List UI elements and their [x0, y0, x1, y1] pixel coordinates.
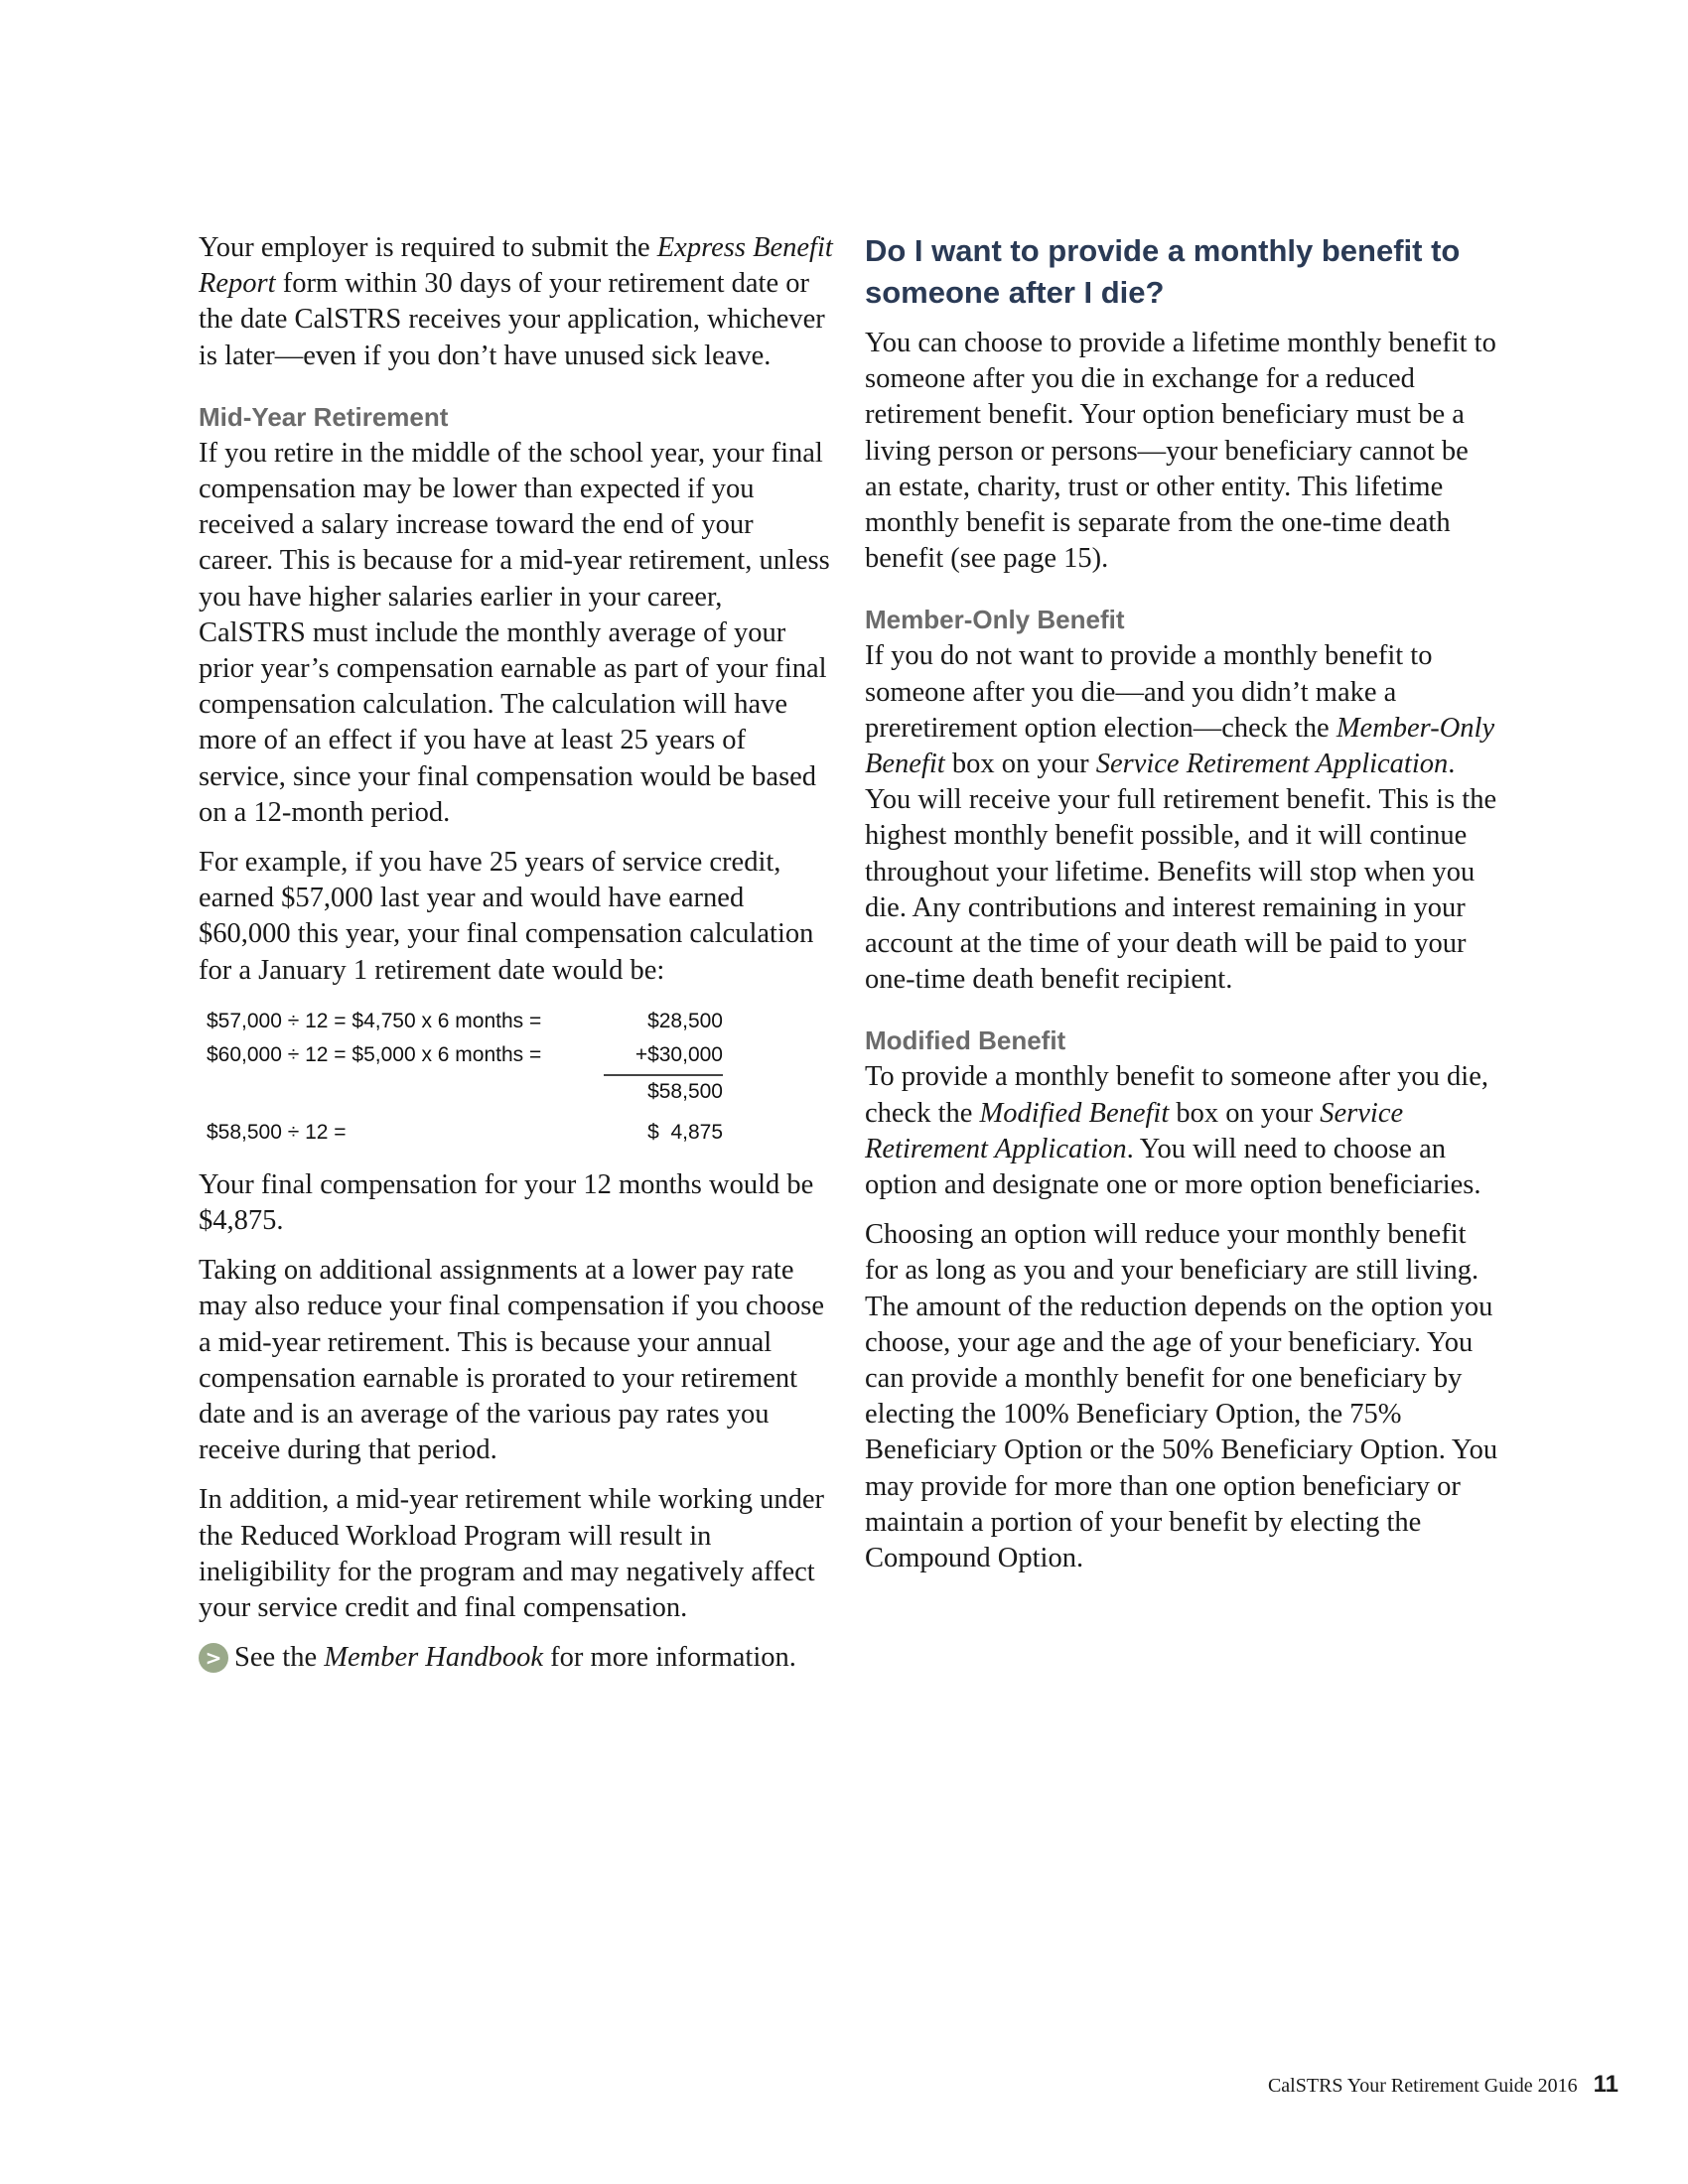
- midyear-paragraph-3: Your final compensation for your 12 months would be $4,875.: [199, 1168, 814, 1237]
- midyear-paragraph-1: If you retire in the middle of the school year, your final compensation may be lower than expected if you received a salary increase toward the end of your career. This is because for a mid-year retirement, unless you have higher salaries earlier in your career, CalSTRS must include the monthly average of your prior year’s compensation earnable as part of your final compensation calculation. The calculation will have more of an effect if you have at least 25 years of service, since your final compensation would be based on a 12-month period.: [199, 437, 830, 828]
- member-only-paragraph: [865, 638, 1500, 998]
- text: box on your: [1169, 1097, 1321, 1129]
- footer-title: CalSTRS Your Retirement Guide 2016: [1267, 2075, 1578, 2097]
- page-footer: [1268, 2071, 1618, 2099]
- form-name: Express Benefit Report: [199, 232, 833, 300]
- calc-row: [199, 1038, 755, 1072]
- calc-expression: $58,500 ÷ 12 =: [207, 1120, 347, 1144]
- modified-paragraph-1: [865, 1059, 1500, 1203]
- calc-row: [199, 1116, 755, 1150]
- calc-expression: $57,000 ÷ 12 = $4,750 x 6 months =: [207, 1009, 542, 1032]
- box-name: Member-Only Benefit: [865, 712, 1495, 780]
- text: To provide a monthly benefit to someone after you die, check the: [865, 1061, 1489, 1129]
- box-name: Modified Benefit: [979, 1097, 1170, 1129]
- see-also-note: [199, 1640, 834, 1676]
- section-heading: Do I want to provide a monthly benefit to someone after I die?: [865, 233, 1461, 310]
- left-column: [199, 230, 834, 1691]
- intro-text-rest: form within 30 days of your retirement date or the date CalSTRS receives your application, whichever is later—even if you don’t have unused sick leave.: [199, 268, 825, 371]
- calc-value: $28,500: [647, 1009, 723, 1032]
- calc-sum-row: [199, 1072, 755, 1106]
- page-number: 11: [1593, 2071, 1618, 2098]
- text: box on your: [944, 749, 1096, 780]
- midyear-heading: Mid-Year Retirement: [199, 401, 449, 432]
- form-name: Service Retirement Application: [865, 1097, 1404, 1164]
- calc-value: +$30,000: [634, 1042, 723, 1066]
- calc-row: [199, 1005, 755, 1038]
- modified-heading: Modified Benefit: [865, 1025, 1066, 1056]
- calc-value: $ 4,875: [647, 1120, 723, 1144]
- calc-expression: $60,000 ÷ 12 = $5,000 x 6 months =: [207, 1042, 542, 1066]
- right-column: [865, 230, 1500, 1590]
- text: . You will receive your full retirement benefit. This is the highest monthly benefit possible, and it will continue throughout your lifetime. Benefits will stop when you die. Any contributions and interest remaining in your account at the time of your death will be paid to your one-time death benefit recipient.: [865, 749, 1497, 996]
- intro-text: Your employer is required to submit the: [199, 232, 657, 263]
- text: If you do not want to provide a monthly benefit to someone after you die—and you didn’t make a preretirement option election—check the: [865, 640, 1433, 744]
- calc-sum-value: $58,500: [604, 1074, 723, 1104]
- intro-paragraph: [199, 230, 834, 374]
- see-also-text: [234, 1640, 796, 1676]
- beneficiary-paragraph: You can choose to provide a lifetime monthly benefit to someone after you die in exchange for a reduced retirement benefit. Your option beneficiary must be a living person or persons—your beneficiary cannot be an estate, charity, trust or other entity. This lifetime monthly benefit is separate from the one-time death benefit (see page 15).: [865, 328, 1496, 575]
- see-post: for more information.: [543, 1642, 796, 1674]
- midyear-paragraph-4: Taking on additional assignments at a lower pay rate may also reduce your final compensation if you choose a mid-year retirement. This is because your annual compensation earnable is prorated to your retirement date and is an average of the various pay rates you receive during that period.: [199, 1255, 824, 1466]
- midyear-paragraph-5: In addition, a mid-year retirement while working under the Reduced Workload Program will result in ineligibility for the program and may negatively affect your service credit and final compensation.: [199, 1484, 824, 1624]
- modified-paragraph-2: Choosing an option will reduce your monthly benefit for as long as you and your beneficiary are still living. The amount of the reduction depends on the option you choose, your age and the age of your beneficiary. You can provide a monthly benefit for one beneficiary by electing the 100% Beneficiary Option, the 75% Beneficiary Option or the 50% Beneficiary Option. You may provide for more than one option beneficiary or maintain a portion of your benefit by electing the Compound Option.: [865, 1219, 1498, 1574]
- text: . You will need to choose an option and designate one or more option beneficiaries.: [865, 1133, 1481, 1201]
- calculation-table: [199, 1005, 755, 1150]
- form-name: Service Retirement Application: [1095, 749, 1449, 780]
- handbook-title: Member Handbook: [324, 1642, 544, 1674]
- arrow-right-circle-icon: >: [199, 1643, 228, 1673]
- member-only-heading: Member-Only Benefit: [865, 605, 1125, 635]
- see-pre: See the: [234, 1642, 325, 1674]
- midyear-paragraph-2: For example, if you have 25 years of service credit, earned $57,000 last year and would have earned $60,000 this year, your final compensation calculation for a January 1 retirement date would be:: [199, 847, 814, 986]
